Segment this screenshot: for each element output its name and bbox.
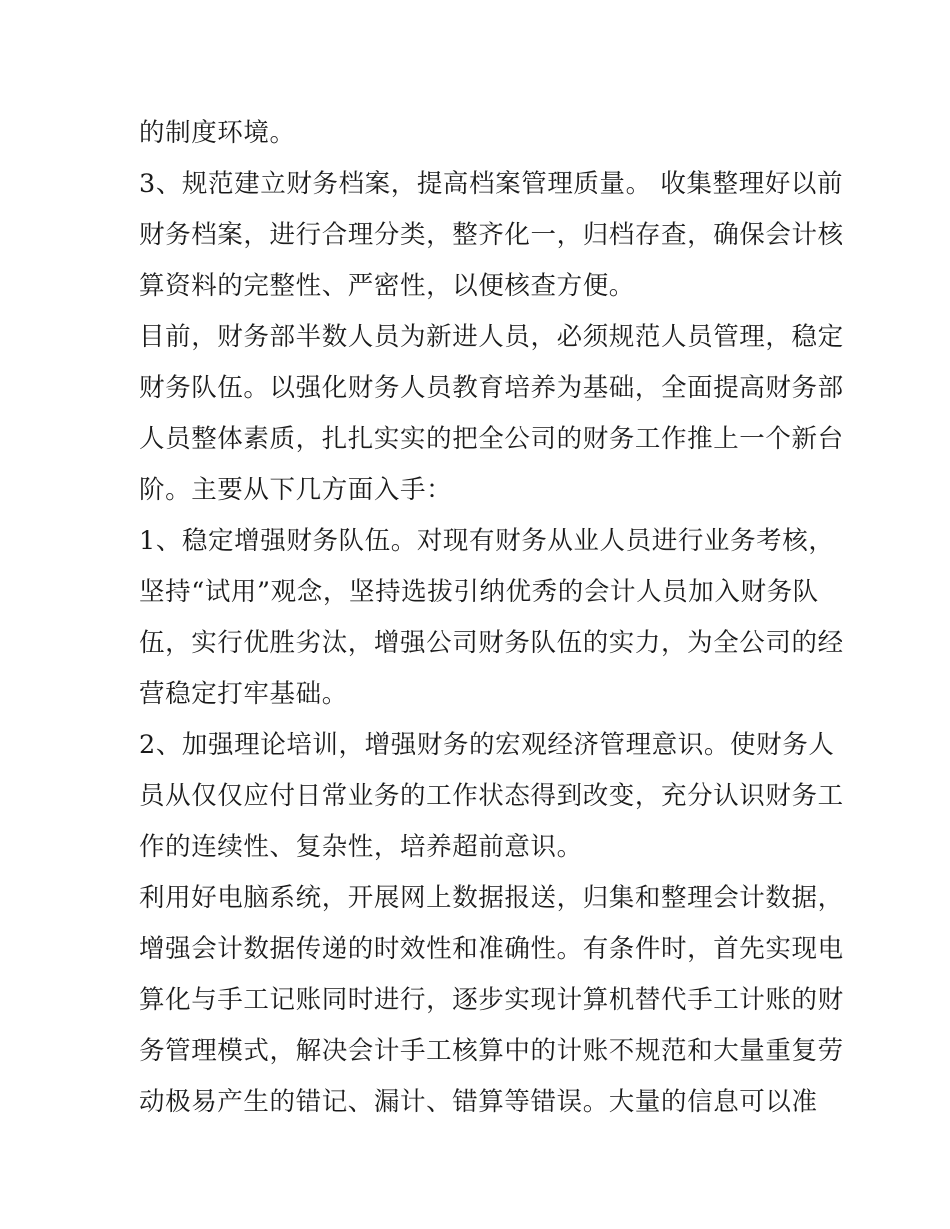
text-line: 阶。主要从下几方面入手： <box>139 475 453 505</box>
document-body <box>139 108 844 1128</box>
text-line: 的制度环境。 <box>139 118 296 148</box>
text-line: 员从仅仅应付日常业务的工作状态得到改变，充分认识财务工 <box>139 781 844 811</box>
text-line: 算资料的完整性、严密性，以便核查方便。 <box>139 271 635 301</box>
text-line: 利用好电脑系统，开展网上数据报送，归集和整理会计数据， <box>139 883 844 913</box>
text-line: 务管理模式，解决会计手工核算中的计账不规范和大量重复劳 <box>139 1036 844 1066</box>
text-line: 1、稳定增强财务队伍。对现有财务从业人员进行业务考核， <box>139 526 835 556</box>
text-line: 2、加强理论培训，增强财务的宏观经济管理意识。使财务人 <box>139 730 835 760</box>
text-line: 目前，财务部半数人员为新进人员，必须规范人员管理，稳定 <box>139 322 844 352</box>
text-line: 动极易产生的错记、漏计、错算等错误。大量的信息可以准 <box>139 1087 818 1117</box>
text-line: 作的连续性、复杂性，培养超前意识。 <box>139 832 583 862</box>
text-line: 营稳定打牢基础。 <box>139 679 348 709</box>
text-line: 3、规范建立财务档案，提高档案管理质量。 收集整理好以前 <box>139 169 844 199</box>
text-line: 坚持“试用”观念，坚持选拔引纳优秀的会计人员加入财务队 <box>139 577 819 607</box>
text-line: 财务档案，进行合理分类，整齐化一，归档存查，确保会计核 <box>139 220 844 250</box>
text-line: 人员整体素质，扎扎实实的把全公司的财务工作推上一个新台 <box>139 424 844 454</box>
text-line: 财务队伍。以强化财务人员教育培养为基础，全面提高财务部 <box>139 373 844 403</box>
text-line: 伍，实行优胜劣汰，增强公司财务队伍的实力，为全公司的经 <box>139 628 844 658</box>
text-line: 增强会计数据传递的时效性和准确性。有条件时，首先实现电 <box>139 934 844 964</box>
text-line: 算化与手工记账同时进行，逐步实现计算机替代手工计账的财 <box>139 985 844 1015</box>
